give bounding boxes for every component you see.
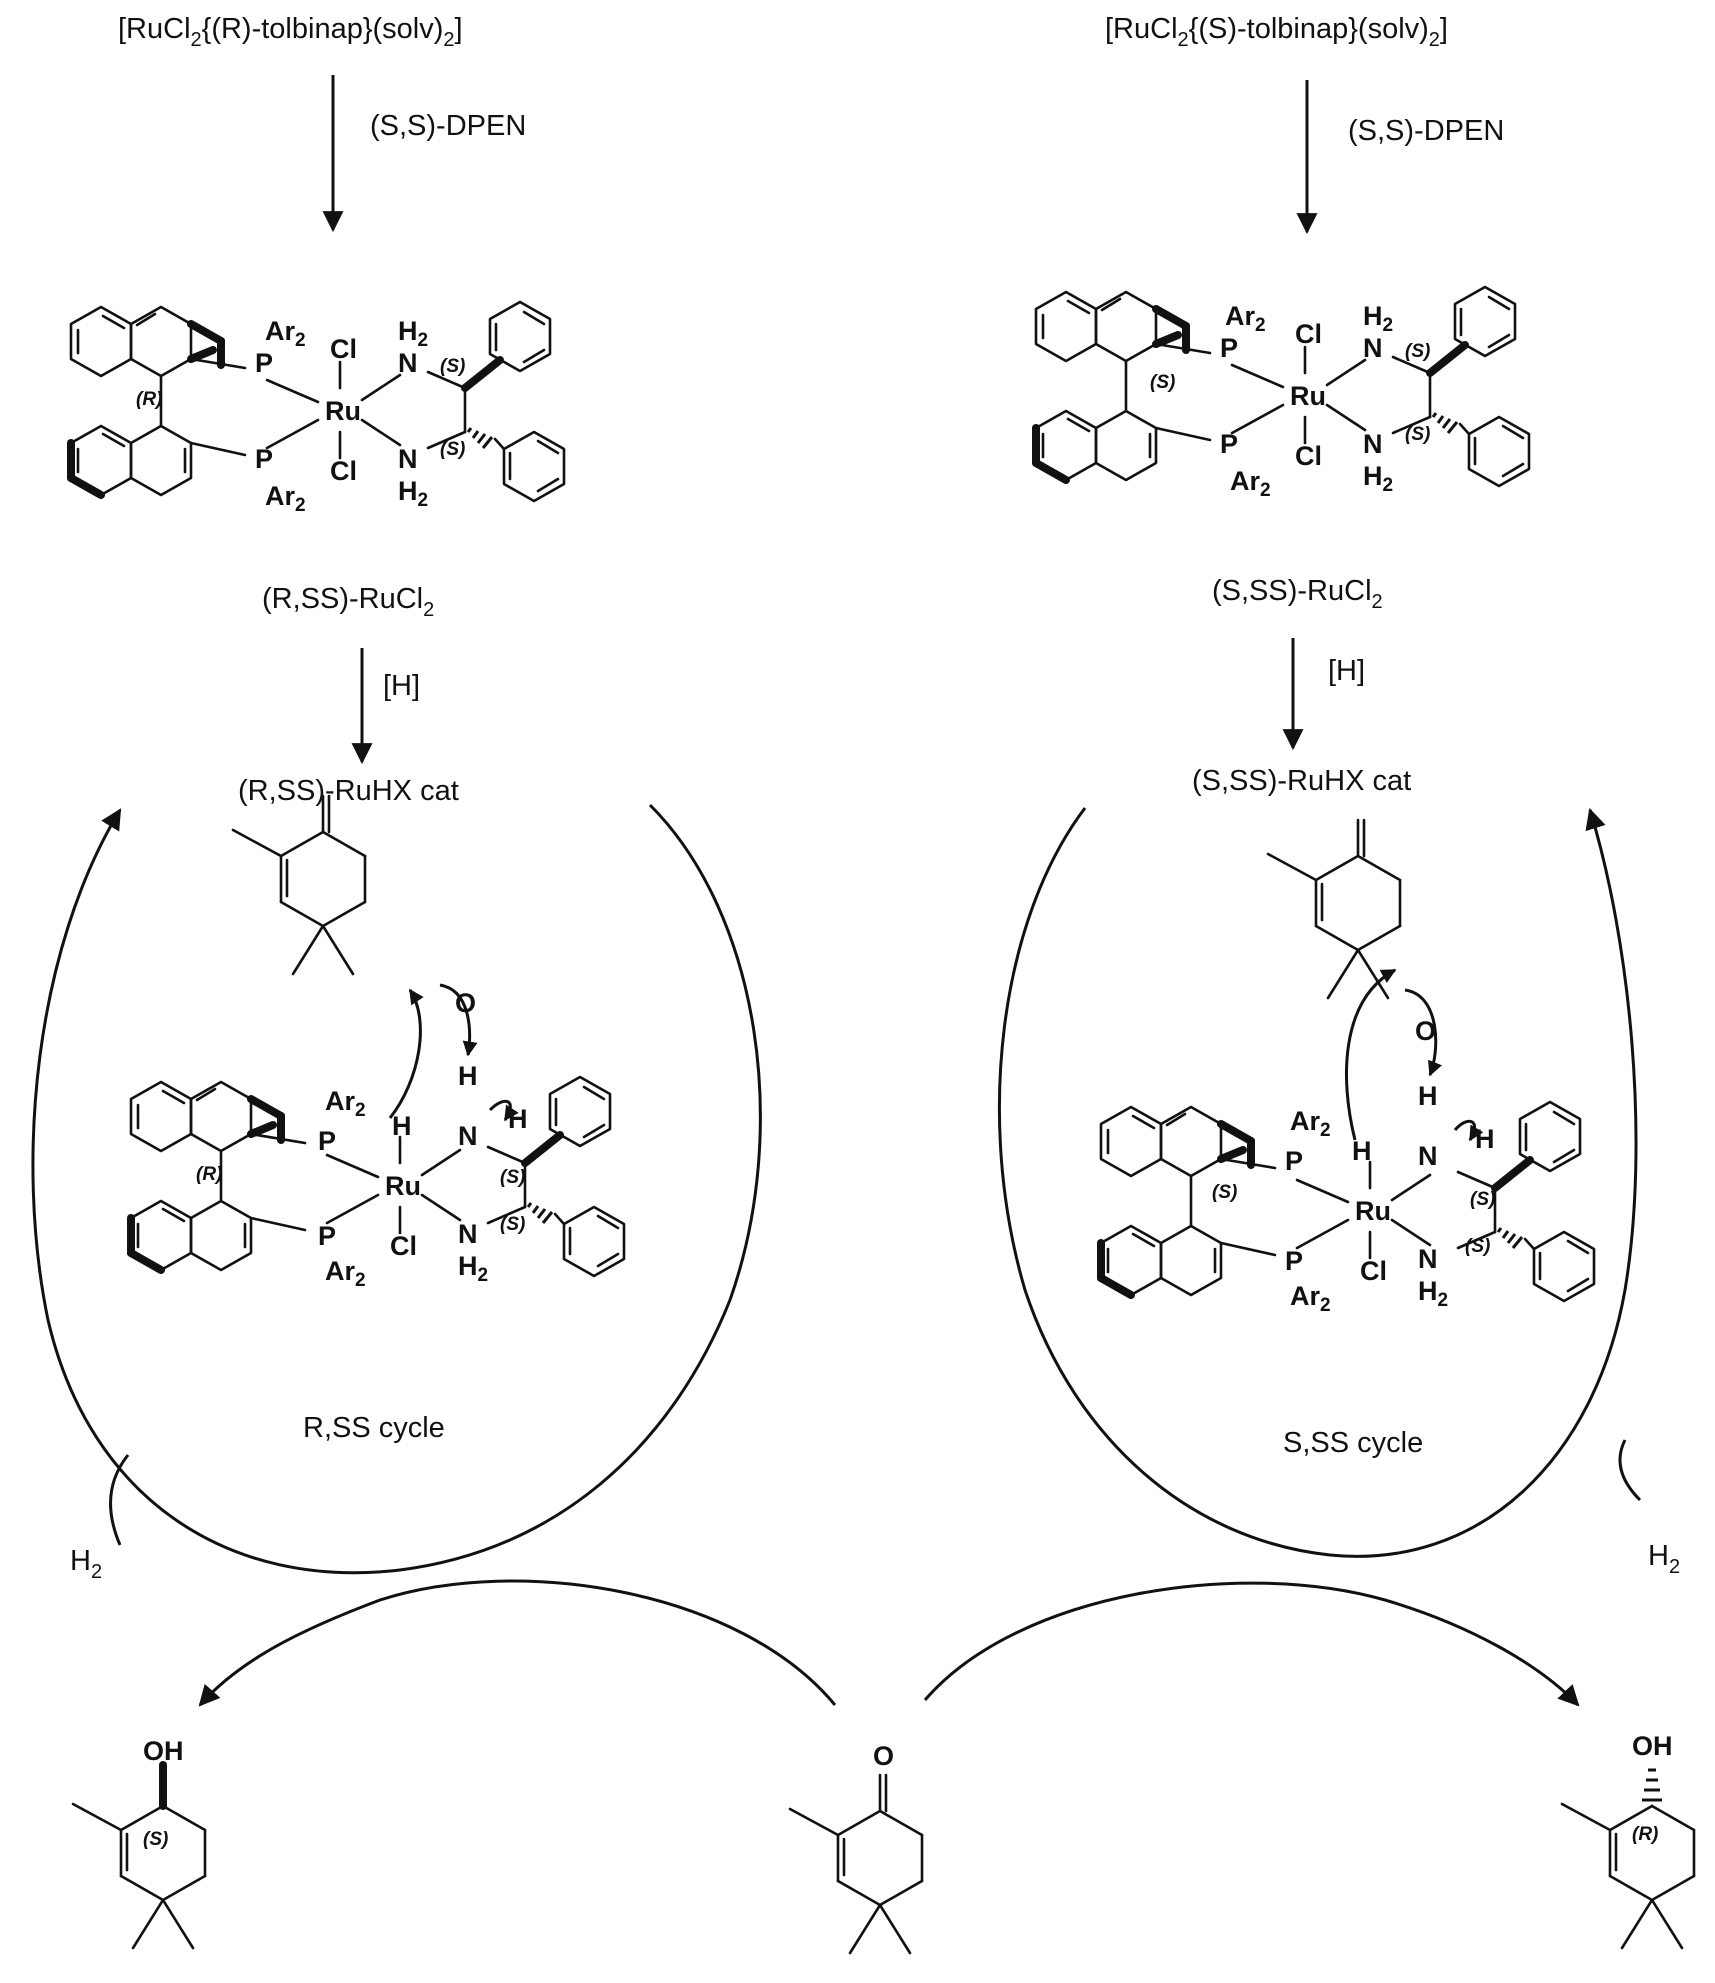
- left-h2-entry-arc: [111, 1455, 128, 1545]
- left-dpen-reagent: (S,S)-DPEN: [370, 110, 527, 142]
- right-ts-binap-stereo: (S): [1212, 1182, 1238, 1203]
- left-ts-n: N: [458, 1121, 478, 1151]
- right-r-alcohol: [1562, 1731, 1694, 1948]
- right-stereo-s2: (S): [1405, 424, 1431, 445]
- central-enone: [790, 1741, 922, 1953]
- right-nh2-top: N: [1363, 333, 1383, 363]
- left-ts-h-transfer: H: [458, 1061, 478, 1091]
- right-catalyst-label: (S,SS)-RuHX cat: [1192, 765, 1412, 797]
- right-ts-ar2-bottom: $Ar_2$: [1290, 1281, 1331, 1316]
- right-cl-top: Cl: [1295, 319, 1322, 349]
- left-ar2-bottom: $Ar_2$: [265, 481, 306, 516]
- right-h2-bottom: $H_2$: [1363, 461, 1394, 496]
- right-alcohol-stereo: (R): [1632, 1824, 1659, 1845]
- left-p-bottom: P: [255, 444, 274, 474]
- left-h2-label: $H_2$: [70, 1545, 103, 1583]
- right-ar2-top: $Ar_2$: [1225, 301, 1266, 336]
- right-alcohol-oh: OH: [1632, 1731, 1673, 1761]
- right-ts-h-transfer: H: [1418, 1081, 1438, 1111]
- left-ts-stereo1: (S): [500, 1167, 526, 1188]
- right-ts-p-bottom: P: [1285, 1246, 1304, 1276]
- right-dpen-reagent: (S,S)-DPEN: [1348, 115, 1505, 147]
- left-ts-nh2-h: $H_2$: [458, 1251, 489, 1286]
- right-h2-label: $H_2$: [1648, 1540, 1681, 1578]
- right-ts-oxygen: O: [1415, 1016, 1437, 1046]
- right-ts-ar2-top: $Ar_2$: [1290, 1106, 1331, 1141]
- right-ru-atom: Ru: [1290, 381, 1326, 411]
- right-ts-hydride: H: [1352, 1136, 1372, 1166]
- left-cl-top: Cl: [330, 334, 357, 364]
- left-pathway: [33, 13, 760, 1583]
- left-rucl2-complex: [71, 302, 564, 516]
- left-nh2-bottom: N: [398, 444, 418, 474]
- right-ts-stereo2: (S): [1465, 1236, 1491, 1257]
- right-stereo-s1: (S): [1405, 341, 1431, 362]
- left-hydride-reagent: [H]: [383, 670, 421, 702]
- right-ts-cl: Cl: [1360, 1256, 1387, 1286]
- right-binap-stereo: (S): [1150, 372, 1176, 393]
- left-transition-state: [131, 796, 624, 1291]
- right-cl-bottom: Cl: [1295, 441, 1322, 471]
- left-nh2-top: N: [398, 348, 418, 378]
- bottom-reaction: [73, 1581, 1694, 1953]
- right-rucl2-complex: [1036, 287, 1529, 501]
- right-ts-stereo1: (S): [1470, 1189, 1496, 1210]
- arrow-to-s-alcohol: [200, 1581, 835, 1705]
- left-ar2-top: $Ar_2$: [265, 316, 306, 351]
- left-stereo-s1: (S): [440, 356, 466, 377]
- central-enone-oxygen: O: [873, 1741, 895, 1771]
- right-bound-enone: [1268, 820, 1400, 998]
- left-ts-p-top: P: [318, 1126, 337, 1156]
- left-ts-p-bottom: P: [318, 1221, 337, 1251]
- left-h2-bottom: $H_2$: [398, 476, 429, 511]
- left-ts-cl: Cl: [390, 1231, 417, 1261]
- left-cycle-label: R,SS cycle: [303, 1412, 445, 1444]
- right-ts-n: N: [1418, 1141, 1438, 1171]
- right-p-top: P: [1220, 333, 1239, 363]
- right-nh2-bottom: N: [1363, 429, 1383, 459]
- right-transition-state: [1101, 820, 1594, 1316]
- left-alcohol-oh: OH: [143, 1736, 184, 1766]
- right-rucl2-label: (S,SS)-RuCl$_2$: [1212, 575, 1383, 613]
- left-ru-atom: Ru: [325, 396, 361, 426]
- right-h2-entry-arc: [1620, 1440, 1640, 1500]
- right-ts-nh2-h: $H_2$: [1418, 1276, 1449, 1311]
- right-precursor-label: $[RuCl_2\{(S)-tolbinap\}(solv)_2]$: [1105, 13, 1448, 51]
- left-rucl2-label: (R,SS)-RuCl$_2$: [262, 583, 435, 621]
- left-catalyst-label: (R,SS)-RuHX cat: [238, 775, 459, 807]
- left-precursor-label: $[RuCl_2\{(R)-tolbinap\}(solv)_2]$: [118, 13, 463, 51]
- left-ts-ar2-top: $Ar_2$: [325, 1086, 366, 1121]
- left-ts-nh2: N: [458, 1219, 478, 1249]
- left-ts-stereo2: (S): [500, 1214, 526, 1235]
- right-h2-top: $H_2$: [1363, 301, 1394, 336]
- left-hydride-transfer-arrow: [390, 990, 420, 1118]
- left-ts-binap-stereo: (R): [196, 1164, 223, 1185]
- left-ts-oxygen: O: [455, 988, 477, 1018]
- right-nh-arrow: [1455, 1121, 1475, 1140]
- left-bound-enone: [233, 796, 365, 974]
- right-ts-ru: Ru: [1355, 1196, 1391, 1226]
- left-binap-stereo: (R): [136, 389, 163, 410]
- right-pathway: [999, 13, 1680, 1578]
- arrow-to-r-alcohol: [925, 1583, 1578, 1705]
- left-alcohol-stereo: (S): [143, 1829, 169, 1850]
- left-ts-nh: H: [508, 1104, 528, 1134]
- right-ts-nh2: N: [1418, 1244, 1438, 1274]
- left-stereo-s2: (S): [440, 439, 466, 460]
- left-ts-ru: Ru: [385, 1171, 421, 1201]
- right-p-bottom: P: [1220, 429, 1239, 459]
- left-cl-bottom: Cl: [330, 456, 357, 486]
- right-ar2-bottom: $Ar_2$: [1230, 466, 1271, 501]
- left-p-top: P: [255, 348, 274, 378]
- right-ts-nh: H: [1475, 1124, 1495, 1154]
- right-hydride-reagent: [H]: [1328, 655, 1366, 687]
- right-cycle-label: S,SS cycle: [1283, 1427, 1424, 1459]
- left-h2-top: $H_2$: [398, 316, 429, 351]
- left-s-alcohol: [73, 1736, 205, 1948]
- left-ts-ar2-bottom: $Ar_2$: [325, 1256, 366, 1291]
- left-ts-hydride: H: [392, 1111, 412, 1141]
- right-ts-p-top: P: [1285, 1146, 1304, 1176]
